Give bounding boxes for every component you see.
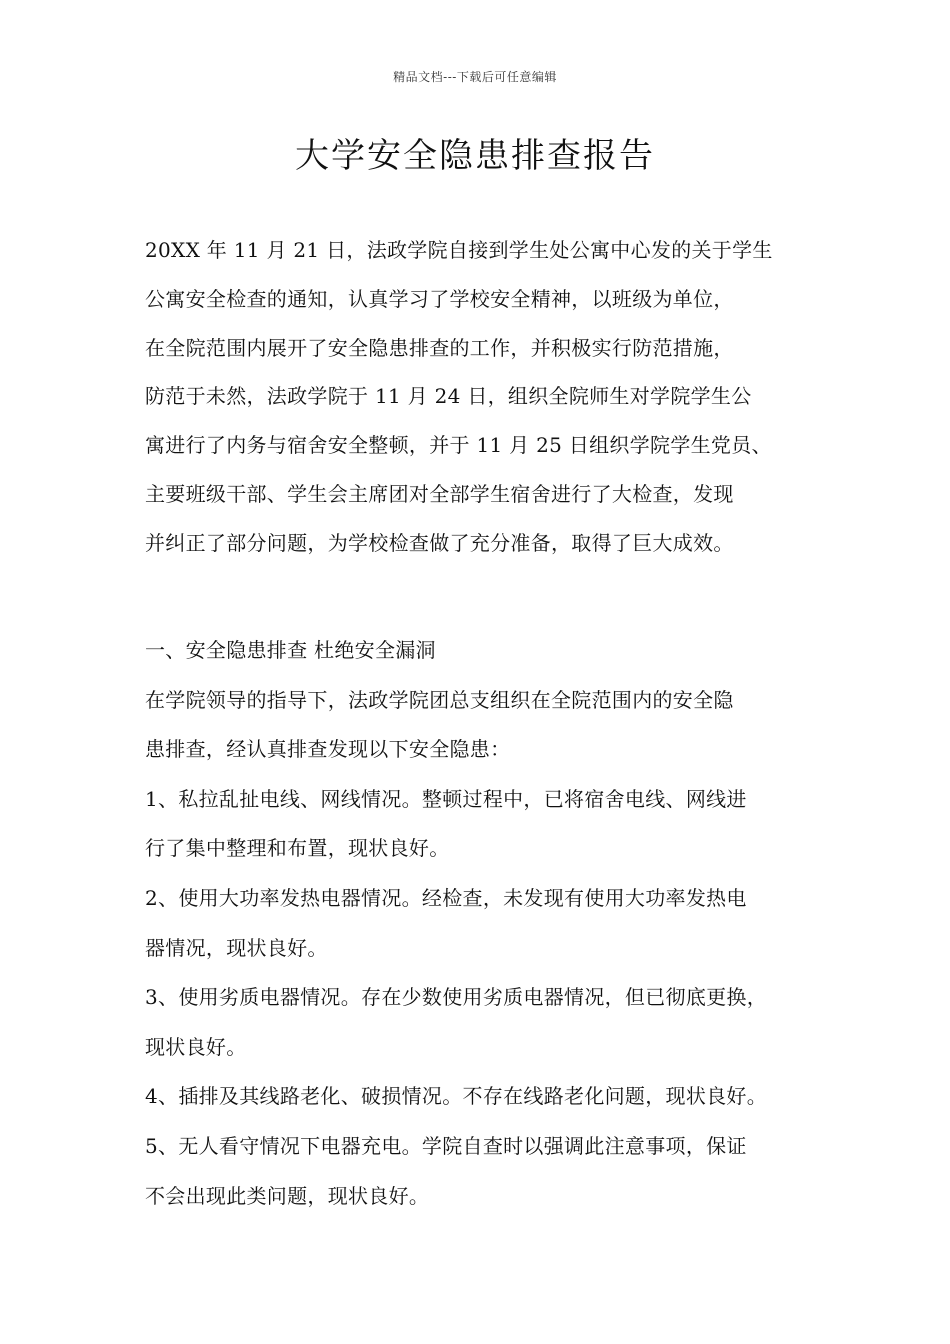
section-line: 3、使用劣质电器情况。存在少数使用劣质电器情况，但已彻底更换， <box>145 985 768 1010</box>
section-heading: 一、安全隐患排查 杜绝安全漏洞 <box>145 638 436 662</box>
section-line: 5、无人看守情况下电器充电。学院自查时以强调此注意事项，保证 <box>145 1133 747 1158</box>
intro-line: 寓进行了内务与宿舍安全整顿，并于 11 月 25 日组织学院学生党员、 <box>145 433 772 458</box>
intro-line: 公寓安全检查的通知，认真学习了学校安全精神，以班级为单位， <box>145 286 734 311</box>
section-line: 1、私拉乱扯电线、网线情况。整顿过程中，已将宿舍电线、网线进 <box>145 786 747 811</box>
intro-line: 并纠正了部分问题，为学校检查做了充分准备，取得了巨大成效。 <box>145 530 734 555</box>
section-line: 在学院领导的指导下，法政学院团总支组织在全院范围内的安全隐 <box>145 687 734 712</box>
section-line: 现状良好。 <box>145 1034 247 1059</box>
intro-line: 防范于未然，法政学院于 11 月 24 日，组织全院师生对学院学生公 <box>145 384 752 409</box>
section-line: 患排查，经认真排查发现以下安全隐患： <box>145 737 511 762</box>
intro-line: 主要班级干部、学生会主席团对全部学生宿舍进行了大检查，发现 <box>145 481 734 506</box>
section-1 <box>145 636 825 1231</box>
section-line: 器情况，现状良好。 <box>145 935 328 960</box>
section-line: 4、插排及其线路老化、破损情况。不存在线路老化问题，现状良好。 <box>145 1084 768 1109</box>
section-line: 不会出现此类问题，现状良好。 <box>145 1183 430 1208</box>
intro-line: 在全院范围内展开了安全隐患排查的工作，并积极实行防范措施， <box>145 335 734 360</box>
intro-paragraph <box>145 236 825 578</box>
document-title: 大学安全隐患排查报告 <box>295 136 655 176</box>
section-line: 2、使用大功率发热电器情况。经检查，未发现有使用大功率发热电 <box>145 885 747 910</box>
page-header-note: 精品文档---下载后可任意编辑 <box>393 70 557 84</box>
section-line: 行了集中整理和布置，现状良好。 <box>145 836 450 861</box>
intro-line: 20XX 年 11 月 21 日，法政学院自接到学生处公寓中心发的关于学生 <box>145 238 773 262</box>
